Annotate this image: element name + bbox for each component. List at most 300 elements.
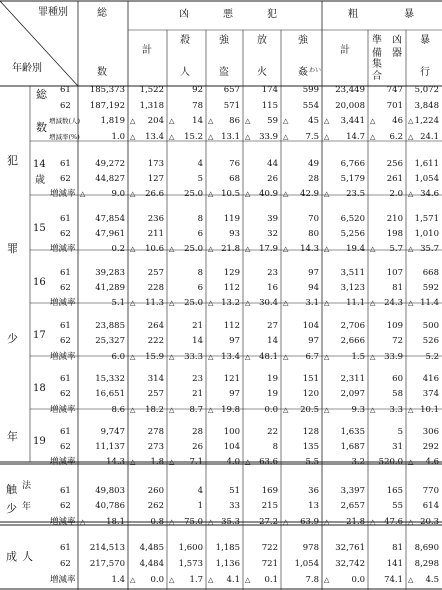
cell-total-r3-c7: 6.2 xyxy=(389,132,403,142)
header-violent-subtotal: 計 xyxy=(340,45,350,56)
cell-total-r3-c2: 15.2 xyxy=(184,132,203,142)
cell-age16-r2-c7: 24.3 xyxy=(384,298,403,308)
cell-age19-r2-c8: 4.6 xyxy=(425,457,439,467)
cell-age15-r0-c1: 236 xyxy=(147,214,164,224)
cell-age18-r1-c4: 19 xyxy=(267,389,278,399)
header-violent-char-2: 暴 xyxy=(404,9,414,20)
cell-age15-r1-c8: 1,010 xyxy=(414,229,439,239)
cell-law-r2-c6: 21.8 xyxy=(346,517,365,527)
cell-total-r3-c0: 1.0 xyxy=(111,132,125,142)
negative-mark-age16-r2-c1: △ xyxy=(130,299,136,307)
cell-age15-r2-c4: 17.9 xyxy=(259,244,278,254)
negative-mark-age15-r2-c4: △ xyxy=(245,245,251,253)
cell-law-r1-c8: 614 xyxy=(422,501,439,511)
negative-mark-total-r2-c1: △ xyxy=(130,117,136,125)
label-total-char-1: 総 xyxy=(36,88,47,101)
negative-mark-law-r2-c0: △ xyxy=(80,518,86,526)
cell-age16-r2-c6: 11.1 xyxy=(346,298,365,308)
cell-law-r1-c1: 262 xyxy=(147,501,164,511)
cell-age16-r1-c4: 16 xyxy=(267,283,278,293)
cell-age18-r2-c4: 0.0 xyxy=(264,405,278,415)
cell-age16-r1-c8: 592 xyxy=(422,283,439,293)
cell-adult-r2-c7: 74.1 xyxy=(384,575,403,585)
cell-age18-r2-c8: 10.1 xyxy=(420,405,439,415)
cell-age18-r1-c5: 120 xyxy=(302,389,319,399)
negative-mark-age14-r2-c1: △ xyxy=(130,190,136,198)
negative-mark-age18-r2-c3: △ xyxy=(208,406,214,414)
negative-mark-total-r2-c6: △ xyxy=(324,117,330,125)
cell-age16-r2-c8: 11.4 xyxy=(420,298,439,308)
row-label-age17-1: 62 xyxy=(60,336,71,346)
header-age-label: 年齢別 xyxy=(12,63,42,74)
cell-age15-r2-c3: 21.8 xyxy=(221,244,240,254)
cell-age16-r0-c1: 257 xyxy=(147,268,164,278)
negative-mark-age16-r2-c6: △ xyxy=(324,299,330,307)
negative-mark-age15-r2-c5: △ xyxy=(283,245,289,253)
cell-age14-r2-c7: 2.0 xyxy=(389,189,403,199)
cell-age19-r0-c3: 100 xyxy=(223,427,240,437)
row-label-law-0: 61 xyxy=(60,486,71,496)
cell-total-r0-c4: 174 xyxy=(261,85,278,95)
cell-age17-r2-c3: 13.4 xyxy=(221,352,240,362)
cell-total-r2-c8: 1,224 xyxy=(414,116,439,126)
row-label-total-1: 62 xyxy=(60,101,71,111)
negative-mark-total-r3-c4: △ xyxy=(245,133,251,141)
cell-age14-r0-c3: 76 xyxy=(229,159,240,169)
label-juvenile-char-3: 少 xyxy=(7,332,18,345)
negative-mark-total-r2-c4: △ xyxy=(245,117,251,125)
cell-age17-r1-c5: 97 xyxy=(308,336,319,346)
row-label-age19-0: 61 xyxy=(60,427,71,437)
label-juvenile-char-4: 年 xyxy=(7,430,18,443)
cell-age15-r0-c3: 119 xyxy=(223,214,240,224)
cell-age14-r0-c2: 4 xyxy=(197,159,203,169)
cell-age14-r1-c2: 5 xyxy=(197,174,203,184)
cell-age18-r0-c5: 151 xyxy=(302,374,319,384)
label-law-char-1: 触 xyxy=(6,483,17,496)
row-label-age14-1: 62 xyxy=(60,174,71,184)
cell-adult-r2-c6: 0.0 xyxy=(351,575,365,585)
negative-mark-age18-r2-c5: △ xyxy=(283,406,289,414)
header-rape-ruby: わい xyxy=(309,67,322,74)
cell-age15-r1-c0: 47,961 xyxy=(95,229,125,239)
negative-mark-age15-r2-c7: △ xyxy=(370,245,376,253)
cell-age19-r1-c4: 8 xyxy=(272,442,278,452)
cell-adult-r0-c0: 214,513 xyxy=(89,543,125,553)
cell-age19-r2-c5: 5.5 xyxy=(305,457,319,467)
row-label-age16-1: 62 xyxy=(60,283,71,293)
cell-law-r1-c3: 33 xyxy=(229,501,240,511)
cell-total-r1-c7: 701 xyxy=(386,101,403,111)
header-arson-char-2: 火 xyxy=(257,67,267,78)
cell-age14-r0-c6: 6,766 xyxy=(340,159,365,169)
cell-age14-r1-c8: 1,054 xyxy=(414,174,439,184)
cell-age15-r0-c6: 6,520 xyxy=(340,214,365,224)
cell-age17-r1-c6: 2,666 xyxy=(340,336,365,346)
cell-age18-r0-c7: 60 xyxy=(392,374,403,384)
cell-law-r2-c0: 18.1 xyxy=(106,517,125,527)
negative-mark-age16-r2-c7: △ xyxy=(370,299,376,307)
negative-mark-age16-r2-c4: △ xyxy=(245,299,251,307)
cell-age16-r2-c1: 11.3 xyxy=(145,298,164,308)
cell-adult-r1-c1: 4,484 xyxy=(139,559,164,569)
cell-age14-r1-c7: 261 xyxy=(386,174,403,184)
cell-age19-r0-c2: 28 xyxy=(192,427,203,437)
cell-age18-r2-c2: 8.7 xyxy=(189,405,203,415)
cell-age16-r0-c4: 23 xyxy=(267,268,278,278)
negative-mark-age18-r2-c1: △ xyxy=(130,406,136,414)
negative-mark-age17-r2-c6: △ xyxy=(324,353,330,361)
cell-adult-r1-c8: 8,298 xyxy=(414,559,439,569)
cell-age17-r0-c6: 2,706 xyxy=(340,321,365,331)
cell-age19-r2-c4: 63.6 xyxy=(259,457,278,467)
cell-age16-r0-c8: 668 xyxy=(422,268,439,278)
cell-law-r0-c0: 49,803 xyxy=(95,486,125,496)
cell-age14-r2-c3: 10.5 xyxy=(221,189,240,199)
cell-total-r2-c0: 1,819 xyxy=(100,116,125,126)
header-assembly-char-2: 備 xyxy=(372,48,382,59)
cell-age17-r1-c8: 526 xyxy=(422,336,439,346)
cell-age15-r1-c6: 5,256 xyxy=(340,229,365,239)
negative-mark-age16-r2-c2: △ xyxy=(169,299,175,307)
row-label-age18-2: 増減率 xyxy=(50,405,76,415)
cell-law-r0-c6: 3,397 xyxy=(340,486,365,496)
cell-age17-r0-c5: 104 xyxy=(302,321,319,331)
negative-mark-age15-r2-c1: △ xyxy=(130,245,136,253)
label-age-15: 15 xyxy=(33,223,46,234)
header-weapon-char-1: 凶 xyxy=(392,35,402,46)
negative-mark-age17-r2-c3: △ xyxy=(208,353,214,361)
cell-age16-r1-c7: 81 xyxy=(392,283,403,293)
cell-age16-r1-c2: 6 xyxy=(197,283,203,293)
cell-adult-r2-c2: 1.7 xyxy=(189,575,203,585)
cell-age17-r2-c2: 33.3 xyxy=(184,352,203,362)
cell-age15-r2-c2: 25.0 xyxy=(184,244,203,254)
header-rape-char-2: 姦 xyxy=(298,67,308,78)
cell-adult-r0-c1: 4,485 xyxy=(139,543,164,553)
cell-adult-r1-c7: 141 xyxy=(386,559,403,569)
row-label-age19-1: 62 xyxy=(60,442,71,452)
cell-age18-r0-c6: 2,311 xyxy=(340,374,365,384)
row-label-age15-1: 62 xyxy=(60,229,71,239)
cell-age17-r0-c1: 264 xyxy=(147,321,164,331)
negative-mark-age16-r2-c3: △ xyxy=(208,299,214,307)
cell-age18-r1-c1: 257 xyxy=(147,389,164,399)
cell-age14-r1-c1: 127 xyxy=(147,174,164,184)
cell-age19-r0-c6: 1,635 xyxy=(340,427,365,437)
cell-age15-r1-c7: 198 xyxy=(386,229,403,239)
cell-adult-r0-c5: 978 xyxy=(302,543,319,553)
cell-law-r0-c4: 169 xyxy=(261,486,278,496)
label-juvenile-char-2: 罪 xyxy=(7,242,18,255)
negative-mark-total-r2-c2: △ xyxy=(169,117,175,125)
row-label-age14-0: 61 xyxy=(60,159,71,169)
header-heinous-char-2: 悪 xyxy=(223,9,233,20)
cell-age17-r0-c2: 21 xyxy=(192,321,203,331)
cell-age14-r2-c5: 42.9 xyxy=(300,189,319,199)
cell-age18-r1-c0: 16,651 xyxy=(95,389,125,399)
cell-adult-r0-c4: 722 xyxy=(261,543,278,553)
negative-mark-age18-r2-c7: △ xyxy=(370,406,376,414)
header-total-char-1: 総 xyxy=(97,8,107,19)
header-rape-char-1: 強 xyxy=(298,35,308,46)
cell-total-r2-c1: 204 xyxy=(147,116,164,126)
cell-age15-r0-c0: 47,854 xyxy=(95,214,125,224)
cell-age15-r1-c3: 93 xyxy=(229,229,240,239)
cell-total-r2-c7: 46 xyxy=(392,116,403,126)
cell-age15-r1-c4: 32 xyxy=(267,229,278,239)
cell-age19-r1-c5: 135 xyxy=(302,442,319,452)
cell-age17-r1-c4: 14 xyxy=(267,336,278,346)
negative-mark-age14-r2-c5: △ xyxy=(283,190,289,198)
row-label-total-3: 増減率(%) xyxy=(49,133,80,141)
cell-age19-r0-c4: 22 xyxy=(267,427,278,437)
cell-age18-r1-c2: 21 xyxy=(192,389,203,399)
cell-total-r0-c7: 747 xyxy=(386,85,403,95)
negative-mark-total-r2-c5: △ xyxy=(283,117,289,125)
row-label-age17-0: 61 xyxy=(60,321,71,331)
cell-age19-r1-c0: 11,137 xyxy=(95,442,125,452)
negative-mark-age14-r2-c6: △ xyxy=(324,190,330,198)
cell-adult-r2-c0: 1.4 xyxy=(111,575,125,585)
header-assault-char-2: 行 xyxy=(420,67,430,78)
cell-age14-r2-c2: 25.0 xyxy=(184,189,203,199)
cell-law-r0-c7: 165 xyxy=(386,486,403,496)
cell-age16-r1-c0: 41,289 xyxy=(95,283,125,293)
cell-age19-r2-c7: 520.0 xyxy=(378,457,403,467)
cell-age19-r2-c0: 14.3 xyxy=(106,457,125,467)
cell-age18-r0-c8: 416 xyxy=(422,374,439,384)
header-assembly-char-4: 合 xyxy=(372,71,382,82)
label-adult-char-2: 人 xyxy=(22,550,33,563)
cell-age14-r0-c4: 44 xyxy=(267,159,278,169)
row-label-total-0: 61 xyxy=(60,85,71,95)
negative-mark-age19-r2-c4: △ xyxy=(245,458,251,466)
cell-age19-r1-c7: 31 xyxy=(392,442,403,452)
cell-age14-r1-c6: 5,179 xyxy=(340,174,365,184)
cell-adult-r1-c5: 1,054 xyxy=(294,559,319,569)
negative-mark-age17-r2-c4: △ xyxy=(245,353,251,361)
cell-law-r1-c7: 55 xyxy=(392,501,403,511)
cell-age17-r2-c0: 6.0 xyxy=(111,352,125,362)
cell-age16-r2-c0: 5.1 xyxy=(111,298,125,308)
negative-mark-age18-r2-c8: △ xyxy=(408,406,414,414)
cell-age17-r1-c0: 25,327 xyxy=(95,336,125,346)
row-label-law-2: 増減率 xyxy=(50,517,76,527)
negative-mark-age17-r2-c2: △ xyxy=(169,353,175,361)
cell-adult-r2-c4: 0.1 xyxy=(264,575,278,585)
negative-mark-age17-r2-c1: △ xyxy=(130,353,136,361)
cell-law-r1-c0: 40,786 xyxy=(95,501,125,511)
negative-mark-age17-r2-c5: △ xyxy=(283,353,289,361)
cell-total-r0-c6: 23,449 xyxy=(335,85,365,95)
cell-age18-r1-c8: 374 xyxy=(422,389,439,399)
label-total-char-2: 数 xyxy=(36,121,47,134)
negative-mark-age15-r2-c2: △ xyxy=(169,245,175,253)
cell-age16-r0-c7: 107 xyxy=(386,268,403,278)
header-heinous-subtotal: 計 xyxy=(142,45,152,56)
cell-total-r0-c3: 657 xyxy=(223,85,240,95)
header-weapon-char-2: 器 xyxy=(392,48,402,59)
negative-mark-age18-r2-c2: △ xyxy=(169,406,175,414)
cell-age19-r1-c1: 273 xyxy=(147,442,164,452)
cell-total-r0-c5: 599 xyxy=(302,85,319,95)
negative-mark-total-r2-c7: △ xyxy=(370,117,376,125)
cell-age19-r2-c2: 7.1 xyxy=(189,457,203,467)
cell-age14-r0-c1: 173 xyxy=(147,159,164,169)
cell-total-r1-c2: 78 xyxy=(192,101,203,111)
cell-adult-r2-c1: 0.0 xyxy=(150,575,164,585)
cell-total-r0-c1: 1,522 xyxy=(139,85,164,95)
negative-mark-age15-r2-c6: △ xyxy=(324,245,330,253)
cell-total-r1-c4: 115 xyxy=(261,101,278,111)
label-age-17: 17 xyxy=(33,330,46,341)
negative-mark-age19-r2-c8: △ xyxy=(408,458,414,466)
cell-adult-r0-c6: 32,761 xyxy=(335,543,365,553)
negative-mark-total-r3-c8: △ xyxy=(408,133,414,141)
cell-adult-r1-c6: 32,742 xyxy=(335,559,365,569)
cell-age16-r2-c4: 30.4 xyxy=(259,298,278,308)
negative-mark-age16-r2-c5: △ xyxy=(283,299,289,307)
cell-age16-r1-c5: 94 xyxy=(308,283,319,293)
cell-age15-r1-c1: 211 xyxy=(147,229,164,239)
cell-age17-r2-c7: 33.9 xyxy=(384,352,403,362)
cell-age17-r1-c7: 72 xyxy=(392,336,403,346)
cell-age15-r2-c7: 5.7 xyxy=(389,244,403,254)
negative-mark-total-r3-c6: △ xyxy=(324,133,330,141)
row-label-age18-1: 62 xyxy=(60,389,71,399)
cell-law-r2-c1: 0.8 xyxy=(150,517,164,527)
cell-age15-r0-c4: 39 xyxy=(267,214,278,224)
negative-mark-age14-r2-c0: △ xyxy=(80,190,86,198)
cell-age15-r2-c1: 10.6 xyxy=(145,244,164,254)
cell-total-r2-c2: 14 xyxy=(192,116,203,126)
cell-age14-r1-c4: 26 xyxy=(267,174,278,184)
cell-total-r3-c4: 33.9 xyxy=(259,132,278,142)
negative-mark-total-r3-c1: △ xyxy=(130,133,136,141)
cell-age16-r0-c3: 129 xyxy=(223,268,240,278)
cell-age17-r0-c0: 23,885 xyxy=(95,321,125,331)
cell-law-r0-c8: 770 xyxy=(422,486,439,496)
row-label-law-1: 62 xyxy=(60,501,71,511)
cell-adult-r2-c3: 4.1 xyxy=(226,575,240,585)
cell-age14-r2-c6: 23.5 xyxy=(346,189,365,199)
header-assembly-char-1: 準 xyxy=(372,35,382,46)
cell-age15-r2-c8: 35.7 xyxy=(420,244,439,254)
cell-total-r1-c5: 554 xyxy=(302,101,319,111)
cell-age14-r1-c5: 28 xyxy=(308,174,319,184)
label-age-19: 19 xyxy=(33,436,46,447)
cell-age17-r0-c4: 27 xyxy=(267,321,278,331)
cell-age17-r0-c8: 500 xyxy=(422,321,439,331)
cell-age16-r2-c5: 3.1 xyxy=(305,298,319,308)
label-law-char-2: 法 xyxy=(22,481,32,491)
row-label-adult-2: 増減率 xyxy=(50,575,76,585)
cell-total-r1-c3: 571 xyxy=(223,101,240,111)
cell-law-r0-c3: 51 xyxy=(229,486,240,496)
cell-law-r2-c5: 63.9 xyxy=(300,517,319,527)
cell-age18-r0-c4: 19 xyxy=(267,374,278,384)
negative-mark-total-r3-c2: △ xyxy=(169,133,175,141)
negative-mark-age17-r2-c7: △ xyxy=(370,353,376,361)
cell-age18-r0-c1: 314 xyxy=(147,374,164,384)
negative-mark-age14-r2-c3: △ xyxy=(208,190,214,198)
label-age-18: 18 xyxy=(33,383,46,394)
label-age-16: 16 xyxy=(33,277,46,288)
header-assembly-char-3: 集 xyxy=(372,59,382,70)
header-violent-char-1: 粗 xyxy=(348,9,358,20)
header-total-char-2: 数 xyxy=(97,67,107,78)
negative-mark-total-r2-c8: △ xyxy=(408,117,414,125)
cell-total-r0-c0: 185,373 xyxy=(89,85,125,95)
cell-law-r0-c5: 36 xyxy=(308,486,319,496)
cell-age16-r0-c6: 3,511 xyxy=(340,268,365,278)
cell-age17-r2-c4: 48.1 xyxy=(259,352,278,362)
cell-age17-r0-c3: 112 xyxy=(223,321,240,331)
cell-age17-r2-c6: 1.5 xyxy=(351,352,365,362)
cell-adult-r1-c0: 217,570 xyxy=(89,559,125,569)
row-label-age15-0: 61 xyxy=(60,214,71,224)
cell-age15-r2-c6: 19.4 xyxy=(346,244,365,254)
cell-adult-r0-c3: 1,185 xyxy=(215,543,240,553)
row-label-age15-2: 増減率 xyxy=(50,244,76,254)
cell-total-r2-c6: 3,441 xyxy=(340,116,365,126)
negative-mark-adult-r2-c4: △ xyxy=(245,576,251,584)
cell-age19-r2-c6: 3.2 xyxy=(351,457,365,467)
negative-mark-adult-r2-c3: △ xyxy=(208,576,214,584)
cell-total-r1-c1: 1,318 xyxy=(139,101,164,111)
cell-age14-r0-c5: 49 xyxy=(308,159,319,169)
cell-adult-r1-c2: 1,573 xyxy=(178,559,203,569)
cell-age19-r1-c8: 292 xyxy=(422,442,439,452)
cell-age18-r2-c0: 8.6 xyxy=(111,405,125,415)
negative-mark-age15-r2-c3: △ xyxy=(208,245,214,253)
negative-mark-total-r3-c7: △ xyxy=(370,133,376,141)
cell-age16-r1-c6: 3,123 xyxy=(340,283,365,293)
cell-total-r0-c2: 92 xyxy=(192,85,203,95)
cell-age18-r2-c5: 20.5 xyxy=(300,405,319,415)
row-label-age18-0: 61 xyxy=(60,374,71,384)
cell-age16-r0-c0: 39,283 xyxy=(95,268,125,278)
negative-mark-age19-r2-c2: △ xyxy=(169,458,175,466)
cell-age18-r2-c1: 18.2 xyxy=(145,405,164,415)
cell-age14-r0-c8: 1,611 xyxy=(414,159,439,169)
cell-age18-r0-c0: 15,332 xyxy=(95,374,125,384)
cell-total-r1-c8: 3,848 xyxy=(414,101,439,111)
cell-adult-r2-c8: 4.5 xyxy=(425,575,439,585)
cell-age15-r0-c8: 1,571 xyxy=(414,214,439,224)
cell-age14-r2-c4: 40.9 xyxy=(259,189,278,199)
row-label-age16-0: 61 xyxy=(60,268,71,278)
label-law-char-3: 少 xyxy=(6,502,17,515)
cell-law-r2-c2: 75.0 xyxy=(184,517,203,527)
cell-adult-r0-c2: 1,600 xyxy=(178,543,203,553)
cell-age19-r1-c2: 26 xyxy=(192,442,203,452)
row-label-adult-0: 61 xyxy=(60,543,71,553)
cell-law-r2-c8: 20.3 xyxy=(420,517,439,527)
cell-adult-r2-c5: 7.8 xyxy=(305,575,319,585)
cell-age16-r2-c3: 13.2 xyxy=(221,298,240,308)
negative-mark-total-r3-c3: △ xyxy=(208,133,214,141)
cell-age19-r0-c8: 306 xyxy=(422,427,439,437)
cell-age14-r2-c8: 34.6 xyxy=(420,189,439,199)
cell-law-r0-c2: 4 xyxy=(197,486,203,496)
negative-mark-adult-r2-c6: △ xyxy=(324,576,330,584)
cell-age19-r0-c7: 5 xyxy=(397,427,403,437)
cell-age17-r1-c2: 14 xyxy=(192,336,203,346)
cell-age16-r2-c2: 25.0 xyxy=(184,298,203,308)
negative-mark-law-r2-c6: △ xyxy=(324,518,330,526)
